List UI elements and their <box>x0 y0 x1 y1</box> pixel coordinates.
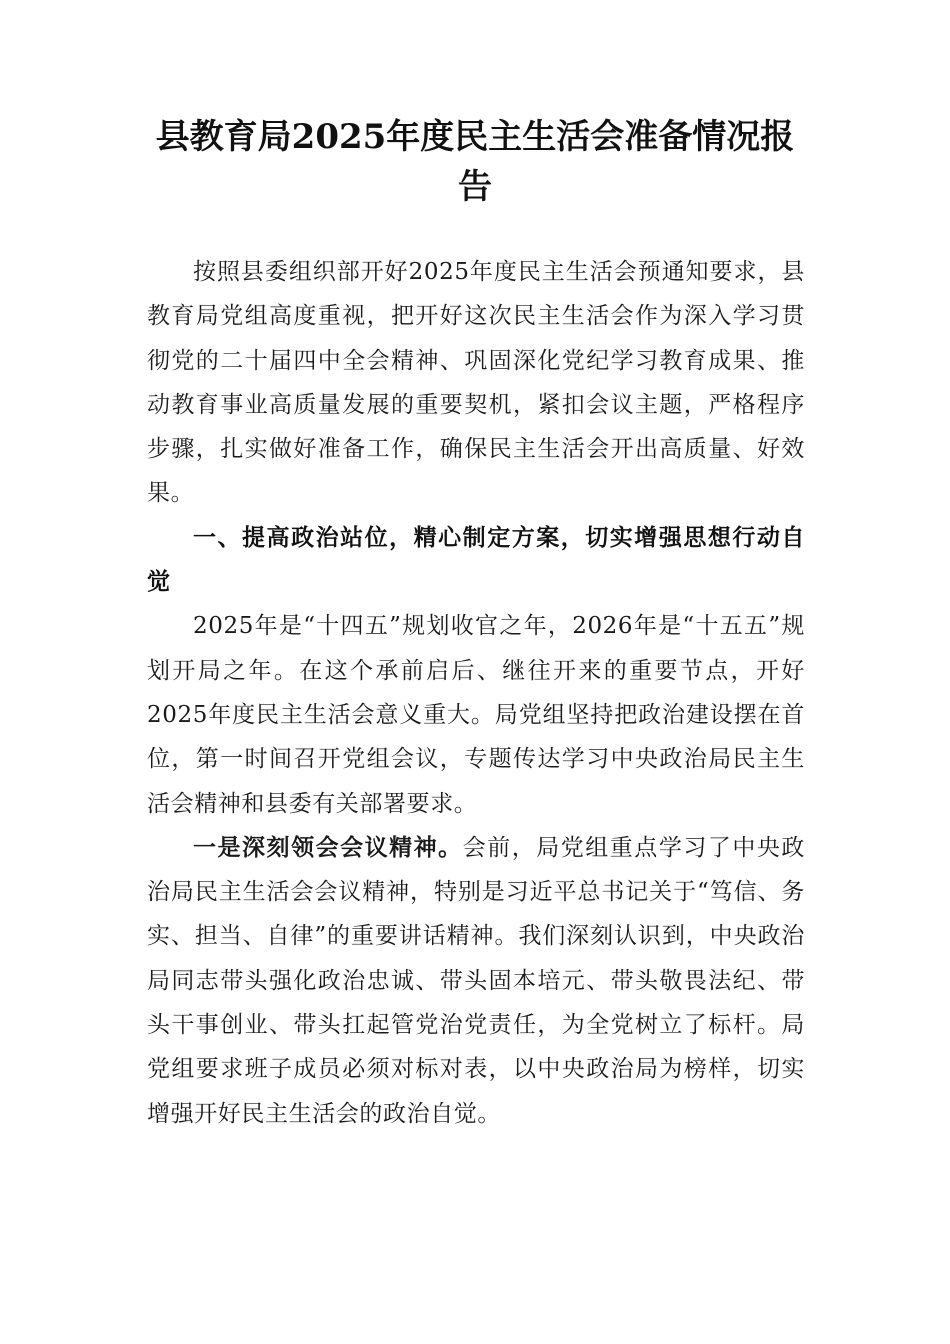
point-paragraph <box>147 826 805 1136</box>
section-paragraph: 2025年是“十四五”规划收官之年，2026年是“十五五”规划开局之年。在这个承前启后、继往开来的重要节点，开好2025年度民主生活会意义重大。局党组坚持把政治建设摆在首位，第一时间召开党组会议，专题传达学习中央政治局民主生活会精神和县委有关部署要求。 <box>147 613 805 817</box>
section-heading: 一、提高政治站位，精心制定方案，切实增强思想行动自觉 <box>147 524 805 596</box>
intro-paragraph: 按照县委组织部开好2025年度民主生活会预通知要求，县教育局党组高度重视，把开好这次民主生活会作为深入学习贯彻党的二十届四中全会精神、巩固深化党纪学习教育成果、推动教育事业高质量发展的重要契机，紧扣会议主题，严格程序步骤，扎实做好准备工作，确保民主生活会开出高质量、好效果。 <box>147 259 805 507</box>
point-body: 会前，局党组重点学习了中央政治局民主生活会会议精神，特别是习近平总书记关于“笃信、务实、担当、自律”的重要讲话精神。我们深刻认识到，中央政治局同志带头强化政治忠诚、带头固本培元、带头敬畏法纪、带头干事创业、带头扛起管党治党责任，为全党树立了标杆。局党组要求班子成员必须对标对表，以中央政治局为榜样，切实增强开好民主生活会的政治自觉。 <box>147 834 805 1127</box>
document-title: 县教育局2025年度民主生活会准备情况报告 <box>155 117 795 207</box>
document-body <box>147 250 805 1136</box>
point-lead: 一是深刻领会会议精神。 <box>193 834 463 861</box>
